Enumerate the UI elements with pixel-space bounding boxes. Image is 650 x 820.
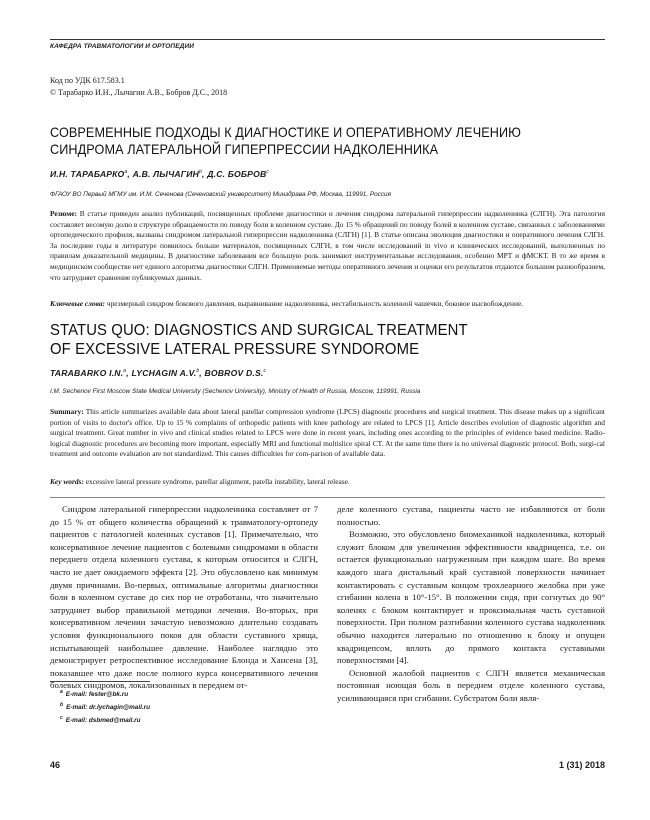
body-paragraph: деле коленного сустава, пациенты часто не избавляются от боли полностью. [337,504,605,527]
author-en-3-sup: c [263,368,267,375]
footnote-c-mark: c [60,715,63,722]
author-2-name: А.В. ЛЫЧАГИН [132,169,200,179]
affiliation-russian: ФГАОУ ВО Первый МГМУ им. И.М. Сеченова (Сеченовский университет) Минздрава РФ, Москва, 119991, Россия [50,191,391,198]
footnote-b-mark: b [60,702,64,709]
author-en-2-sup: b [196,368,200,375]
author-3-name: Д.С. БОБРОВ [207,169,267,179]
footnote-c [60,713,150,726]
udc-code: Код по УДК 617.583.1 [50,76,125,85]
footnote-a-email[interactable]: E-mail: fester@bk.ru [65,691,129,699]
title-ru-line-1: СОВРЕМЕННЫЕ ПОДХОДЫ К ДИАГНОСТИКЕ И ОПЕРАТИВНОМУ ЛЕЧЕНИЮ [50,125,522,140]
article-meta [50,75,227,99]
keywords-english [50,477,605,488]
abstract-russian [50,209,605,283]
abstract-ru-text: В статье приведен анализ публикаций, посвященных проблеме диагностики и лечения синдрома латеральной гиперпрессии надколенника (СЛГН). Эта патология составляет весомую долю в структуре обращаемости по поводу боли в коленном суставе. До 15 % обращений по поводу болей в коленном суставе, связанных с заболеваниями ортопедического профиля, вызваны синдромом латеральной гиперпрессии надколенника (СЛГН) [1]. В статье описана эволюция диагностики и оперативного лечения СЛГН. За последние годы в литературе появилось больше материалов, посвященных СЛГН, в том числе исследований in vivo и клинических исследований, выполненных по правилам доказательной медицины. В диагностике заболевания все большую роль занимают инструментальные исследования, особенно МРТ и фМСКТ. В то же время в медицинском сообществе нет единого алгоритма диагностики СЛГН. Применяемые методы оперативного лечения и оценки его результатов отдаются большим разнообразием, что затрудняет сравнение публикуемых данных. [50,209,605,282]
keywords-en-label: Key words: [50,477,84,486]
author-en-2-name: LYCHAGIN A.V. [131,368,197,378]
author-1-name: И.Н. ТАРАБАРКО [50,169,125,179]
abstract-en-label: Summary: [50,407,84,416]
authors-russian: И.Н. $ТАРАБАРКО^а$, А.В. ЛЫЧАГИН$^b$, Д.С. БОБРОВ$^c$ [50,169,270,179]
header-rule [50,39,605,40]
footnote-b [60,700,150,713]
author-en-1-sup: a [123,368,127,375]
body-paragraph: Синдром латеральной гиперпрессии надколенника составляет от 7 до 15 % от общего количества обращений к травматологу-ортопеду пациентов с патологией коленных суставов [1]. Примечательно, что консервативное лечение пациентов с болевыми синдромами в области переднего отдела коленного сустава, к которым относится и СЛГН, часто не дает ожидаемого эффекта [2]. Это обусловлено как минимум двумя причинами. Во-первых, оптимальные алгоритмы диагностики боли в коленном суставе до сих пор не отработаны, что значительно затрудняет выбор правильной методики лечения. Во-вторых, при консервативном лечении зачастую невозможно длительно создавать условия функционального покоя для области суставного хряща, испытывающей наибольшее давление. Наиболее наглядно это демонстрирует ретроспективное исследование Блонда и Хансена [3], показавшее что даже после полного курса консервативного лечения болевых синдромов, локализованных в переднем от- [50,504,318,691]
issue-number: 1 (31) 2018 [558,760,605,770]
footnote-a-mark: a [60,689,63,695]
body-left-column [50,503,318,692]
running-head: КАФЕДРА ТРАВМАТОЛОГИИ И ОРТОПЕДИИ [50,43,194,50]
author-2-sup: b [199,169,203,176]
title-russian [50,124,608,158]
affiliation-english: I.M. Sechenov First Moscow State Medical University (Sechenov University), Ministry of Health of Russia, Moscow, 119991, Russia [50,388,421,395]
keywords-ru-label: Ключевые слова: [50,299,105,308]
title-ru-line-2: СИНДРОМА ЛАТЕРАЛЬНОЙ ГИПЕРПРЕССИИ НАДКОЛЕННИКА [50,142,439,157]
body-paragraph: Возможно, это обусловлено биомеханикой надколенника, который служит блоком для увеличения эффективности квадрицепса, т.е. он остается функционально нагруженным при каждом шаге. Во время каждого шага дистальный край суставной поверхности начинает контактировать с суставным концом трохлеарного желобка при уже сгибании колена в 10°-15°. В положении сидя, при согнутых до 90° коленях с блоком контактирует и проксимальная часть суставной поверхности. При полном разгибании коленного сустава надколенник обычно находится латерально по отношению к блоку и опущен квадрицепсом, вплоть до прямого контакта суставными поверхностями [4]. [337,529,605,666]
keywords-russian [50,299,605,310]
page-number: 46 [50,760,61,770]
footnote-rule [50,681,150,682]
author-3-sup: c [266,169,270,176]
footnote-b-email[interactable]: E-mail: dr.lychagin@mail.ru [66,704,151,712]
keywords-en-text: excessive lateral pressure syndrome, patellar alignment, patella instability, lateral release. [83,477,350,486]
abstract-ru-label: Резюме: [50,209,77,218]
abstract-english [50,407,605,460]
section-divider [50,497,605,498]
abstract-en-text: This article summarizes available data about lateral patellar compression syndrome (LPCS) diagnostic procedures and surgical treatment. This disease makes up a significant portion of visits to doctor's office. Up to 15 % complaints of orthopedic patients with knee pathology are related to LPCS [1]. Article describes evolution of diagnostic algorithm and surgical treatment. Great number in vivo and clinical studies related to LPCS were done in recent years, including ones according to the principles of evidence based medicine. Radio-logical diagnostic procedures are becoming more important, especially MRI and functional multislice spiral CT. At the same time there is no universal diagnostic protocol. Both, surgi-cal treatment and outcome evaluation are not standardized. This causes difficulties for com-parison of available data. [50,407,605,459]
author-en-3-name: BOBROV D.S. [204,368,264,378]
body-paragraph: Основной жалобой пациентов с СЛГН является механическая постоянная ноющая боль в переднем отделе коленного сустава, усиливающаяся при сгибании. Субстратом боли явля- [337,667,605,703]
keywords-ru-text: чрезмерный синдром бокового давления, выравнивание надколенника, нестабильность коленной чашечки, боковое высвобождение. [105,299,524,308]
authors-english: TARABARKO I.N.$^a$, LYCHAGIN A.V.$^b$, BOBROV D.S.$^c$ [50,368,267,378]
author-1-sup: а [124,169,128,176]
footnote-a [60,687,150,700]
title-en-line-2: OF EXCESSIVE LATERAL PRESSURE SYNDOROME [50,341,420,358]
title-english [50,321,608,359]
footnote-c-email[interactable]: E-mail: dsbmed@mail.ru [65,717,141,725]
journal-page [50,0,605,820]
author-en-1-name: TARABARKO I.N. [50,368,124,378]
footnotes [60,687,150,726]
title-en-line-1: STATUS QUO: DIAGNOSTICS AND SURGICAL TREATMENT [50,322,468,339]
copyright: © Тарабарко И.Н., Лычагин А.В., Бобров Д.С., 2018 [50,88,228,97]
body-right-column [337,503,605,705]
